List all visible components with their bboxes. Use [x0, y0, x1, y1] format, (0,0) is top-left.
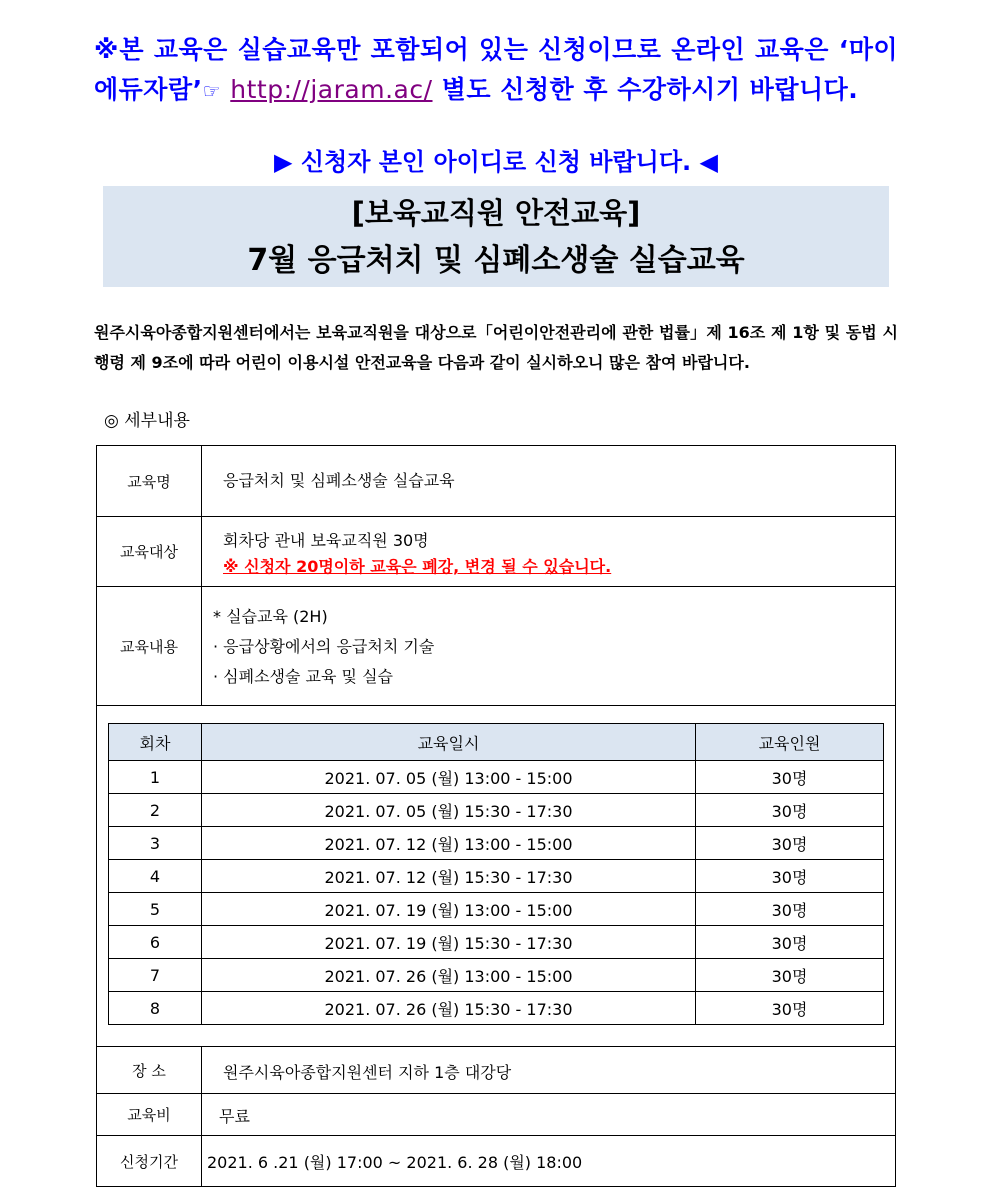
session-cell: 5: [109, 893, 202, 926]
datetime-cell: 2021. 07. 26 (월) 13:00 - 15:00: [202, 959, 696, 992]
notice-text: ※본 교육은 실습교육만 포함되어 있는 신청이므로 온라인 교육은 ‘마이에듀자람’: [94, 35, 898, 104]
session-cell: 8: [109, 992, 202, 1025]
row-content: [97, 587, 895, 706]
datetime-cell: 2021. 07. 12 (월) 13:00 - 15:00: [202, 827, 696, 860]
capacity-cell: 30명: [696, 926, 884, 959]
session-cell: 6: [109, 926, 202, 959]
value-course-name: 응급처치 및 심폐소생술 실습교육: [223, 471, 455, 490]
session-cell: 7: [109, 959, 202, 992]
table-row: [109, 926, 884, 959]
title-banner: [103, 186, 889, 287]
title-line-1: [보육교직원 안전교육]: [351, 196, 641, 230]
value-place: 원주시육아종합지원센터 지하 1층 대강당: [223, 1063, 512, 1082]
session-cell: 4: [109, 860, 202, 893]
capacity-cell: 30명: [696, 794, 884, 827]
intro-paragraph: 원주시육아종합지원센터에서는 보육교직원을 대상으로「어린이안전관리에 관한 법률」제 16조 제 1항 및 동법 시행령 제 9조에 따라 어린이 이용시설 안전교육을 다음과 같이 실시하오니 많은 참여 바랍니다.: [94, 323, 898, 372]
content-line: * 실습교육 (2H): [213, 607, 328, 626]
session-cell: 2: [109, 794, 202, 827]
session-cell: 3: [109, 827, 202, 860]
notice-text-end: 별도 신청한 후 수강하시기 바랍니다.: [432, 75, 859, 104]
header-session: 회차: [109, 724, 202, 761]
row-period: [97, 1136, 895, 1186]
row-course-name: [97, 446, 895, 517]
label-content: 교육내용: [97, 587, 202, 705]
content-line: · 응급상황에서의 응급처치 기술: [213, 637, 435, 656]
row-fee: [97, 1094, 895, 1136]
datetime-cell: 2021. 07. 26 (월) 15:30 - 17:30: [202, 992, 696, 1025]
capacity-cell: 30명: [696, 959, 884, 992]
row-place: [97, 1046, 895, 1094]
datetime-cell: 2021. 07. 19 (월) 13:00 - 15:00: [202, 893, 696, 926]
capacity-cell: 30명: [696, 893, 884, 926]
content-line: · 심폐소생술 교육 및 실습: [213, 667, 393, 686]
table-row: [109, 794, 884, 827]
datetime-cell: 2021. 07. 19 (월) 15:30 - 17:30: [202, 926, 696, 959]
table-row: [109, 761, 884, 794]
jaram-link[interactable]: http://jaram.ac/: [230, 75, 433, 104]
datetime-cell: 2021. 07. 05 (월) 13:00 - 15:00: [202, 761, 696, 794]
header-datetime: 교육일시: [202, 724, 696, 761]
table-row: [109, 860, 884, 893]
label-course-name: 교육명: [97, 446, 202, 516]
datetime-cell: 2021. 07. 05 (월) 15:30 - 17:30: [202, 794, 696, 827]
capacity-cell: 30명: [696, 827, 884, 860]
table-row: [109, 893, 884, 926]
label-fee: 교육비: [97, 1094, 202, 1135]
schedule-header-row: [109, 724, 884, 761]
schedule-table: [108, 723, 884, 1025]
detail-table: [96, 445, 896, 1187]
value-fee: 무료: [219, 1107, 250, 1126]
table-row: [109, 992, 884, 1025]
table-row: [109, 959, 884, 992]
capacity-cell: 30명: [696, 761, 884, 794]
table-row: [109, 827, 884, 860]
value-period: 2021. 6 .21 (월) 17:00 ~ 2021. 6. 28 (월) 18:00: [207, 1153, 583, 1172]
detail-heading: ◎ 세부내용: [104, 411, 190, 431]
session-cell: 1: [109, 761, 202, 794]
label-period: 신청기간: [97, 1136, 202, 1186]
capacity-cell: 30명: [696, 860, 884, 893]
value-target: 회차당 관내 보육교직원 30명: [223, 531, 429, 550]
apply-with-own-id-note: ▶ 신청자 본인 아이디로 신청 바랍니다. ◀: [274, 148, 718, 176]
header-capacity: 교육인원: [696, 724, 884, 761]
capacity-cell: 30명: [696, 992, 884, 1025]
target-warning: ※ 신청자 20명이하 교육은 폐강, 변경 될 수 있습니다.: [223, 557, 612, 576]
row-target: [97, 517, 895, 587]
label-place: 장 소: [97, 1047, 202, 1093]
online-notice: [94, 30, 898, 111]
label-target: 교육대상: [97, 517, 202, 586]
pointing-finger-icon: ☞: [202, 79, 222, 103]
datetime-cell: 2021. 07. 12 (월) 15:30 - 17:30: [202, 860, 696, 893]
title-line-2: 7월 응급처치 및 심폐소생술 실습교육: [247, 243, 745, 278]
